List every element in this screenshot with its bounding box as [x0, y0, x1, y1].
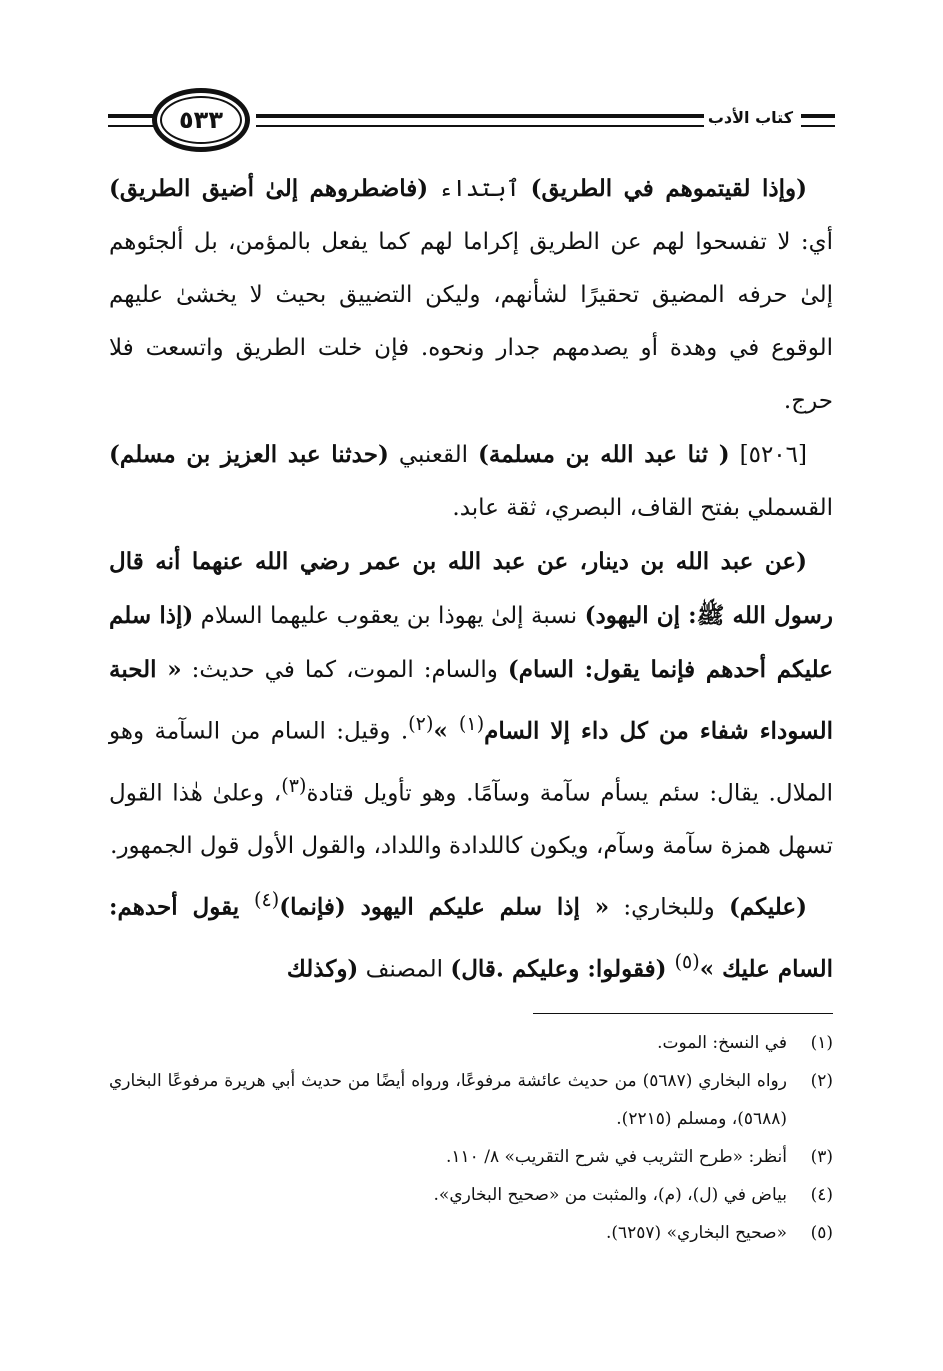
hadith-number: [٥٢٠٦]: [739, 442, 807, 468]
matn-quote: (عن عبد الله بن دينار، عن عبد الله بن عمر رضي الله عنهما أنه قال رسول الله ﷺ: إن اليهود): [109, 548, 833, 629]
matn-quote: (فاضطروهم إلىٰ أضيق الطريق): [109, 175, 429, 202]
footnote-ref[interactable]: (٣): [281, 773, 307, 797]
hadith-quote: »: [433, 717, 459, 745]
page-header: [108, 88, 835, 156]
matn-quote: (عليكم): [728, 893, 807, 921]
commentary-text: المصنف: [358, 956, 451, 983]
footnotes: [109, 1024, 833, 1252]
running-title: كتاب الأدب: [704, 108, 797, 127]
matn-quote: (إذا سلم عليكم أحدهم فإنما يقول: السام): [109, 602, 834, 683]
matn-quote: (حدثنا عبد العزيز بن مسلم): [109, 441, 389, 468]
hadith-quote: « الحبة السوداء شفاء من كل داء إلا السام: [109, 656, 833, 745]
footnote-text: أنظر: «طرح التثريب في شرح التقريب» ٨/ ١١٠.: [445, 1147, 787, 1167]
footnote-text: بياض في (ل)، (م)، والمثبت من «صحيح البخاري».: [433, 1185, 787, 1205]
footnote-ref[interactable]: (١): [458, 712, 485, 735]
paragraph-1: [109, 162, 833, 428]
footnote-number: (٢): [810, 1071, 833, 1091]
footnote-separator: [533, 1013, 833, 1014]
page-number-frame: [152, 88, 250, 152]
commentary-text: أي: لا تفسحوا لهم عن الطريق إكراما لهم كما يفعل بالمؤمن، بل ألجئوهم إلىٰ حرفه المضيق تحقيرًا لشأنهم، وليكن التضييق بحيث لا يخشىٰ عليهم الوقوع في وهدة أو يصدمهم جدار ونحوه. فإن خلت الطريق واتسعت فلا حرج.: [109, 229, 833, 414]
footnote-item: [109, 1062, 833, 1138]
footnote-ref[interactable]: (٢): [408, 712, 434, 735]
header-rule-middle: [256, 114, 716, 127]
commentary-text: ٱبتداء: [428, 176, 531, 202]
paragraph-2: [٥٢٠٦] ( ثنا عبد الله بن مسلمة) القعنبي (حدثنا عبد العزيز بن مسلم) القسملي بفتح القاف، البصري، ثقة عابد.: [109, 441, 833, 521]
footnote-number: (٤): [810, 1185, 833, 1205]
footnote-text: في النسخ: الموت.: [657, 1033, 787, 1053]
paragraph-3: [109, 535, 833, 873]
footnote-item: [109, 1214, 833, 1252]
paragraph-4: [109, 873, 833, 996]
main-text: [109, 162, 833, 997]
commentary-text: وللبخاري:: [609, 894, 729, 921]
page-number: ٥٣٣: [179, 106, 223, 134]
commentary-text: . وقيل: السام من السآمة وهو الملال. يقال: سئم يسأم سآمة وسآمًا. وهو تأويل قتادة: [109, 718, 833, 807]
footnote-number: (٣): [810, 1147, 833, 1167]
matn-quote: (وكذلك: [286, 955, 359, 983]
matn-quote: (فقولوا: وعليكم .قال): [450, 955, 675, 983]
footnote-text: «صحيح البخاري» (٦٢٥٧).: [605, 1223, 787, 1243]
footnote-item: [109, 1176, 833, 1214]
commentary-text: ، وعلىٰ هٰذا القول تسهل همزة سآمة وسآم، ويكون كاللدادة واللداد، والقول الأول قول الجمهور.: [109, 780, 833, 860]
hadith-quote: « إذا سلم عليكم اليهود (فإنما): [279, 893, 610, 921]
footnote-text: رواه البخاري (٥٦٨٧) من حديث عائشة مرفوعًا، ورواه أيضًا من حديث أبي هريرة مرفوعًا البخاري (٥٦٨٨)، ومسلم (٢٢١٥).: [109, 1071, 787, 1129]
commentary-text: القعنبي: [388, 442, 478, 468]
commentary-text: والسام: الموت، كما في حديث:: [181, 657, 508, 683]
matn-quote: (وإذا لقيتموهم في الطريق): [530, 175, 807, 202]
commentary-text: نسبة إلىٰ يهوذا بن يعقوب عليهما السلام: [193, 603, 585, 629]
footnote-ref[interactable]: (٤): [254, 888, 280, 912]
footnote-ref[interactable]: (٥): [674, 949, 700, 973]
matn-quote: ثنا عبد الله بن مسلمة): [477, 441, 719, 468]
header-rule-right: [801, 114, 835, 127]
footnote-number: (٥): [810, 1223, 833, 1243]
footnote-item: [109, 1024, 833, 1062]
footnote-number: (١): [810, 1033, 833, 1053]
hadith-quote: يقول أحدهم: السام عليك »: [109, 893, 833, 983]
footnote-item: [109, 1138, 833, 1176]
commentary-text: القسملي بفتح القاف، البصري، ثقة عابد.: [452, 495, 833, 521]
